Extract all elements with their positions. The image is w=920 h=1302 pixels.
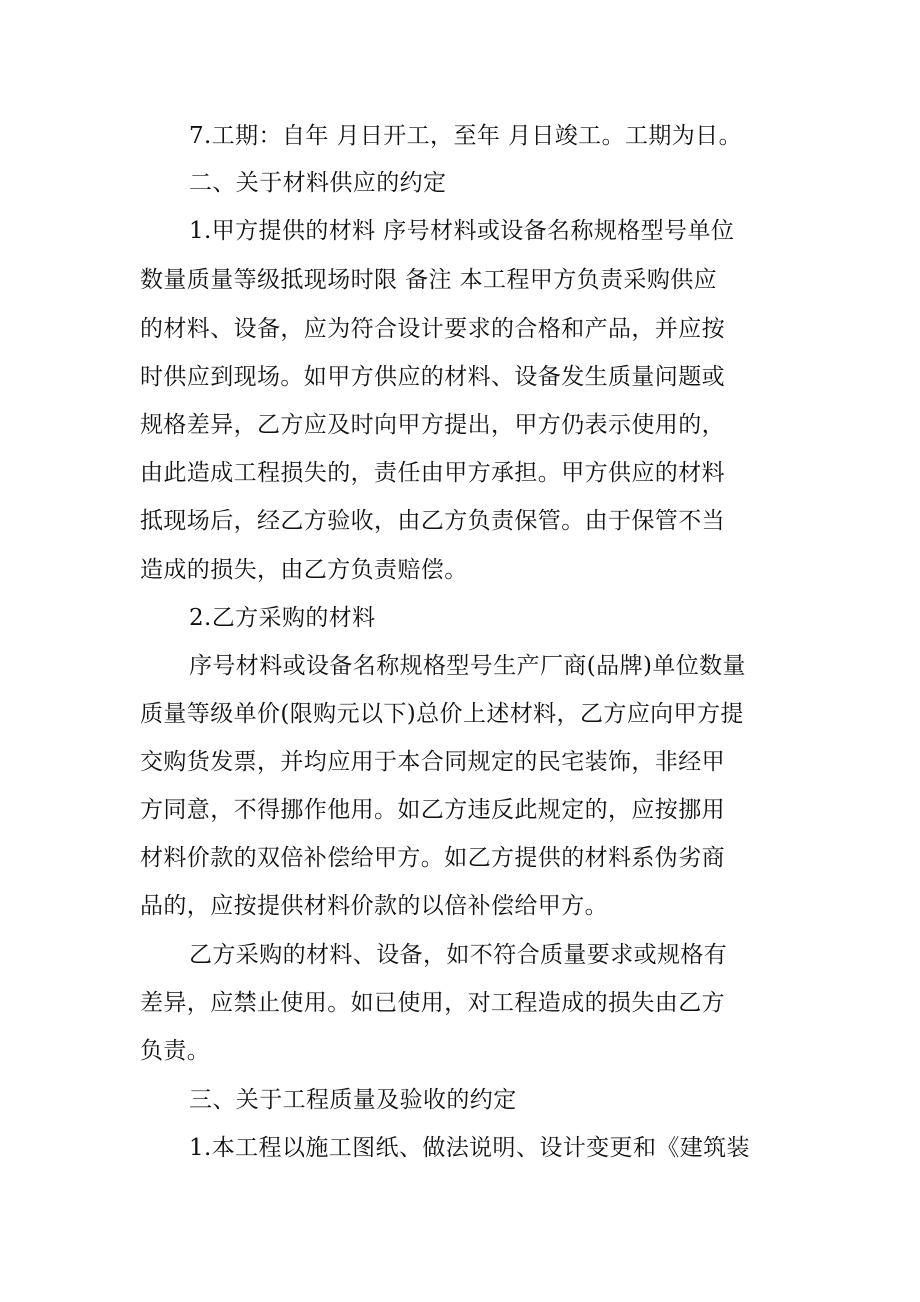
paragraph-line: 的材料、设备，应为符合设计要求的合格和产品，并应按 bbox=[140, 316, 725, 342]
paragraph-line: 负责。 bbox=[140, 1038, 211, 1064]
paragraph-line: 7.工期：自年 月日开工，至年 月日竣工。工期为日。 bbox=[189, 123, 742, 149]
paragraph-line: 材料价款的双倍补偿给甲方。如乙方提供的材料系伪劣商 bbox=[140, 845, 725, 871]
paragraph-line: 抵现场后，经乙方验收，由乙方负责保管。由于保管不当 bbox=[140, 508, 725, 534]
paragraph-line: 方同意，不得挪作他用。如乙方违反此规定的，应按挪用 bbox=[140, 797, 725, 823]
paragraph-line: 时供应到现场。如甲方供应的材料、设备发生质量问题或 bbox=[140, 364, 725, 390]
paragraph-line: 造成的损失，由乙方负责赔偿。 bbox=[140, 557, 468, 583]
section-heading: 三、关于工程质量及验收的约定 bbox=[189, 1087, 517, 1113]
paragraph-line: 乙方采购的材料、设备，如不符合质量要求或规格有 bbox=[189, 942, 728, 968]
paragraph-line: 1.甲方提供的材料 序号材料或设备名称规格型号单位 bbox=[189, 218, 735, 244]
paragraph-line: 交购货发票，并均应用于本合同规定的民宅装饰，非经甲 bbox=[140, 749, 725, 775]
paragraph-line: 1.本工程以施工图纸、做法说明、设计变更和《建筑装 bbox=[189, 1135, 750, 1161]
paragraph-line: 差异，应禁止使用。如已使用，对工程造成的损失由乙方 bbox=[140, 990, 725, 1016]
paragraph-line: 质量等级单价(限购元以下)总价上述材料，乙方应向甲方提 bbox=[140, 701, 744, 727]
paragraph-line: 由此造成工程损失的，责任由甲方承担。甲方供应的材料 bbox=[140, 460, 725, 486]
paragraph-line: 序号材料或设备名称规格型号生产厂商(品牌)单位数量 bbox=[189, 653, 746, 679]
section-heading: 二、关于材料供应的约定 bbox=[189, 170, 447, 196]
paragraph-line: 品的，应按提供材料价款的以倍补偿给甲方。 bbox=[140, 893, 608, 919]
subsection-heading: 2.乙方采购的材料 bbox=[189, 605, 376, 631]
paragraph-line: 数量质量等级抵现场时限 备注 本工程甲方负责采购供应 bbox=[140, 267, 718, 293]
paragraph-line: 规格差异，乙方应及时向甲方提出，甲方仍表示使用的， bbox=[140, 412, 725, 438]
